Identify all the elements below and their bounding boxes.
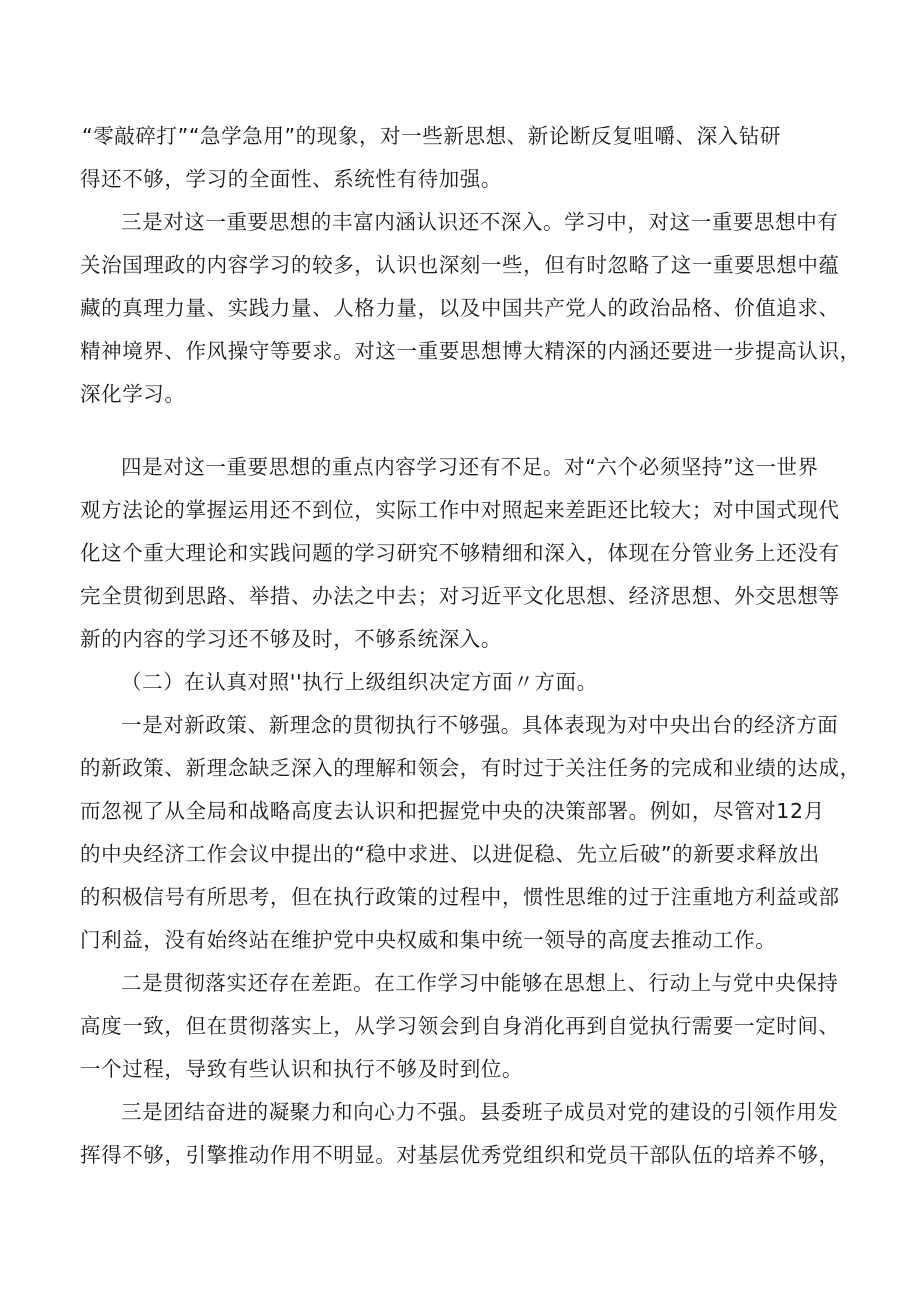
text-line: 深化学习。	[80, 382, 186, 406]
text-line: 二是贯彻落实还存在差距。在工作学习中能够在思想上、行动上与党中央保持	[121, 971, 839, 995]
text-line: 三是对这一重要思想的丰富内涵认识还不深入。学习中，对这一重要思想中有	[121, 210, 839, 234]
section-heading: （二）在认真对照''执行上级组织决定方面〃方面。	[121, 670, 598, 694]
text-line: 得还不够，学习的全面性、系统性有待加强。	[80, 167, 502, 191]
text-line: 关治国理政的内容学习的较多，认识也深刻一些，但有时忽略了这一重要思想中蕴	[80, 253, 840, 277]
text-line: 的积极信号有所思考，但在执行政策的过程中，惯性思维的过于注重地方利益或部	[80, 885, 840, 909]
text-line: 观方法论的掌握运用还不到位，实际工作中对照起来差距还比较大；对中国式现代	[80, 498, 840, 522]
text-line: 高度一致，但在贯彻落实上，从学习领会到自身消化再到自觉执行需要一定时间、	[80, 1014, 840, 1038]
text-line: “零敲碎打”“急学急用”的现象，对一些新思想、新论断反复咀嚼、深入钻研	[82, 124, 781, 148]
text-line: 新的内容的学习还不够及时，不够系统深入。	[80, 627, 502, 651]
text-line: 一是对新政策、新理念的贯彻执行不够强。具体表现为对中央出台的经济方面	[121, 713, 839, 737]
text-line: 而忽视了从全局和战略高度去认识和把握党中央的决策部署。例如，尽管对12月	[80, 799, 825, 823]
text-line: 一个过程，导致有些认识和执行不够及时到位。	[80, 1057, 524, 1081]
text-line: 门利益，没有始终站在维护党中央权威和集中统一领导的高度去推动工作。	[80, 928, 777, 952]
text-line: 四是对这一重要思想的重点内容学习还有不足。对“六个必须坚持”这一世界	[121, 455, 819, 479]
text-line: 的新政策、新理念缺乏深入的理解和领会，有时过于关注任务的完成和业绩的达成，	[80, 756, 861, 780]
text-line: 完全贯彻到思路、举措、办法之中去；对习近平文化思想、经济思想、外交思想等	[80, 584, 840, 608]
text-line: 挥得不够，引擎推动作用不明显。对基层优秀党组织和党员干部队伍的培养不够，	[80, 1143, 840, 1167]
text-line: 藏的真理力量、实践力量、人格力量，以及中国共产党人的政治品格、价值追求、	[80, 296, 840, 320]
text-line: 精神境界、作风操守等要求。对这一重要思想博大精深的内涵还要进一步提高认识，	[80, 339, 861, 363]
text-line: 化这个重大理论和实践问题的学习研究不够精细和深入，体现在分管业务上还没有	[80, 541, 840, 565]
text-line: 的中央经济工作会议中提出的“稳中求进、以进促稳、先立后破”的新要求释放出	[80, 842, 820, 866]
text-line: 三是团结奋进的凝聚力和向心力不强。县委班子成员对党的建设的引领作用发	[121, 1100, 839, 1124]
